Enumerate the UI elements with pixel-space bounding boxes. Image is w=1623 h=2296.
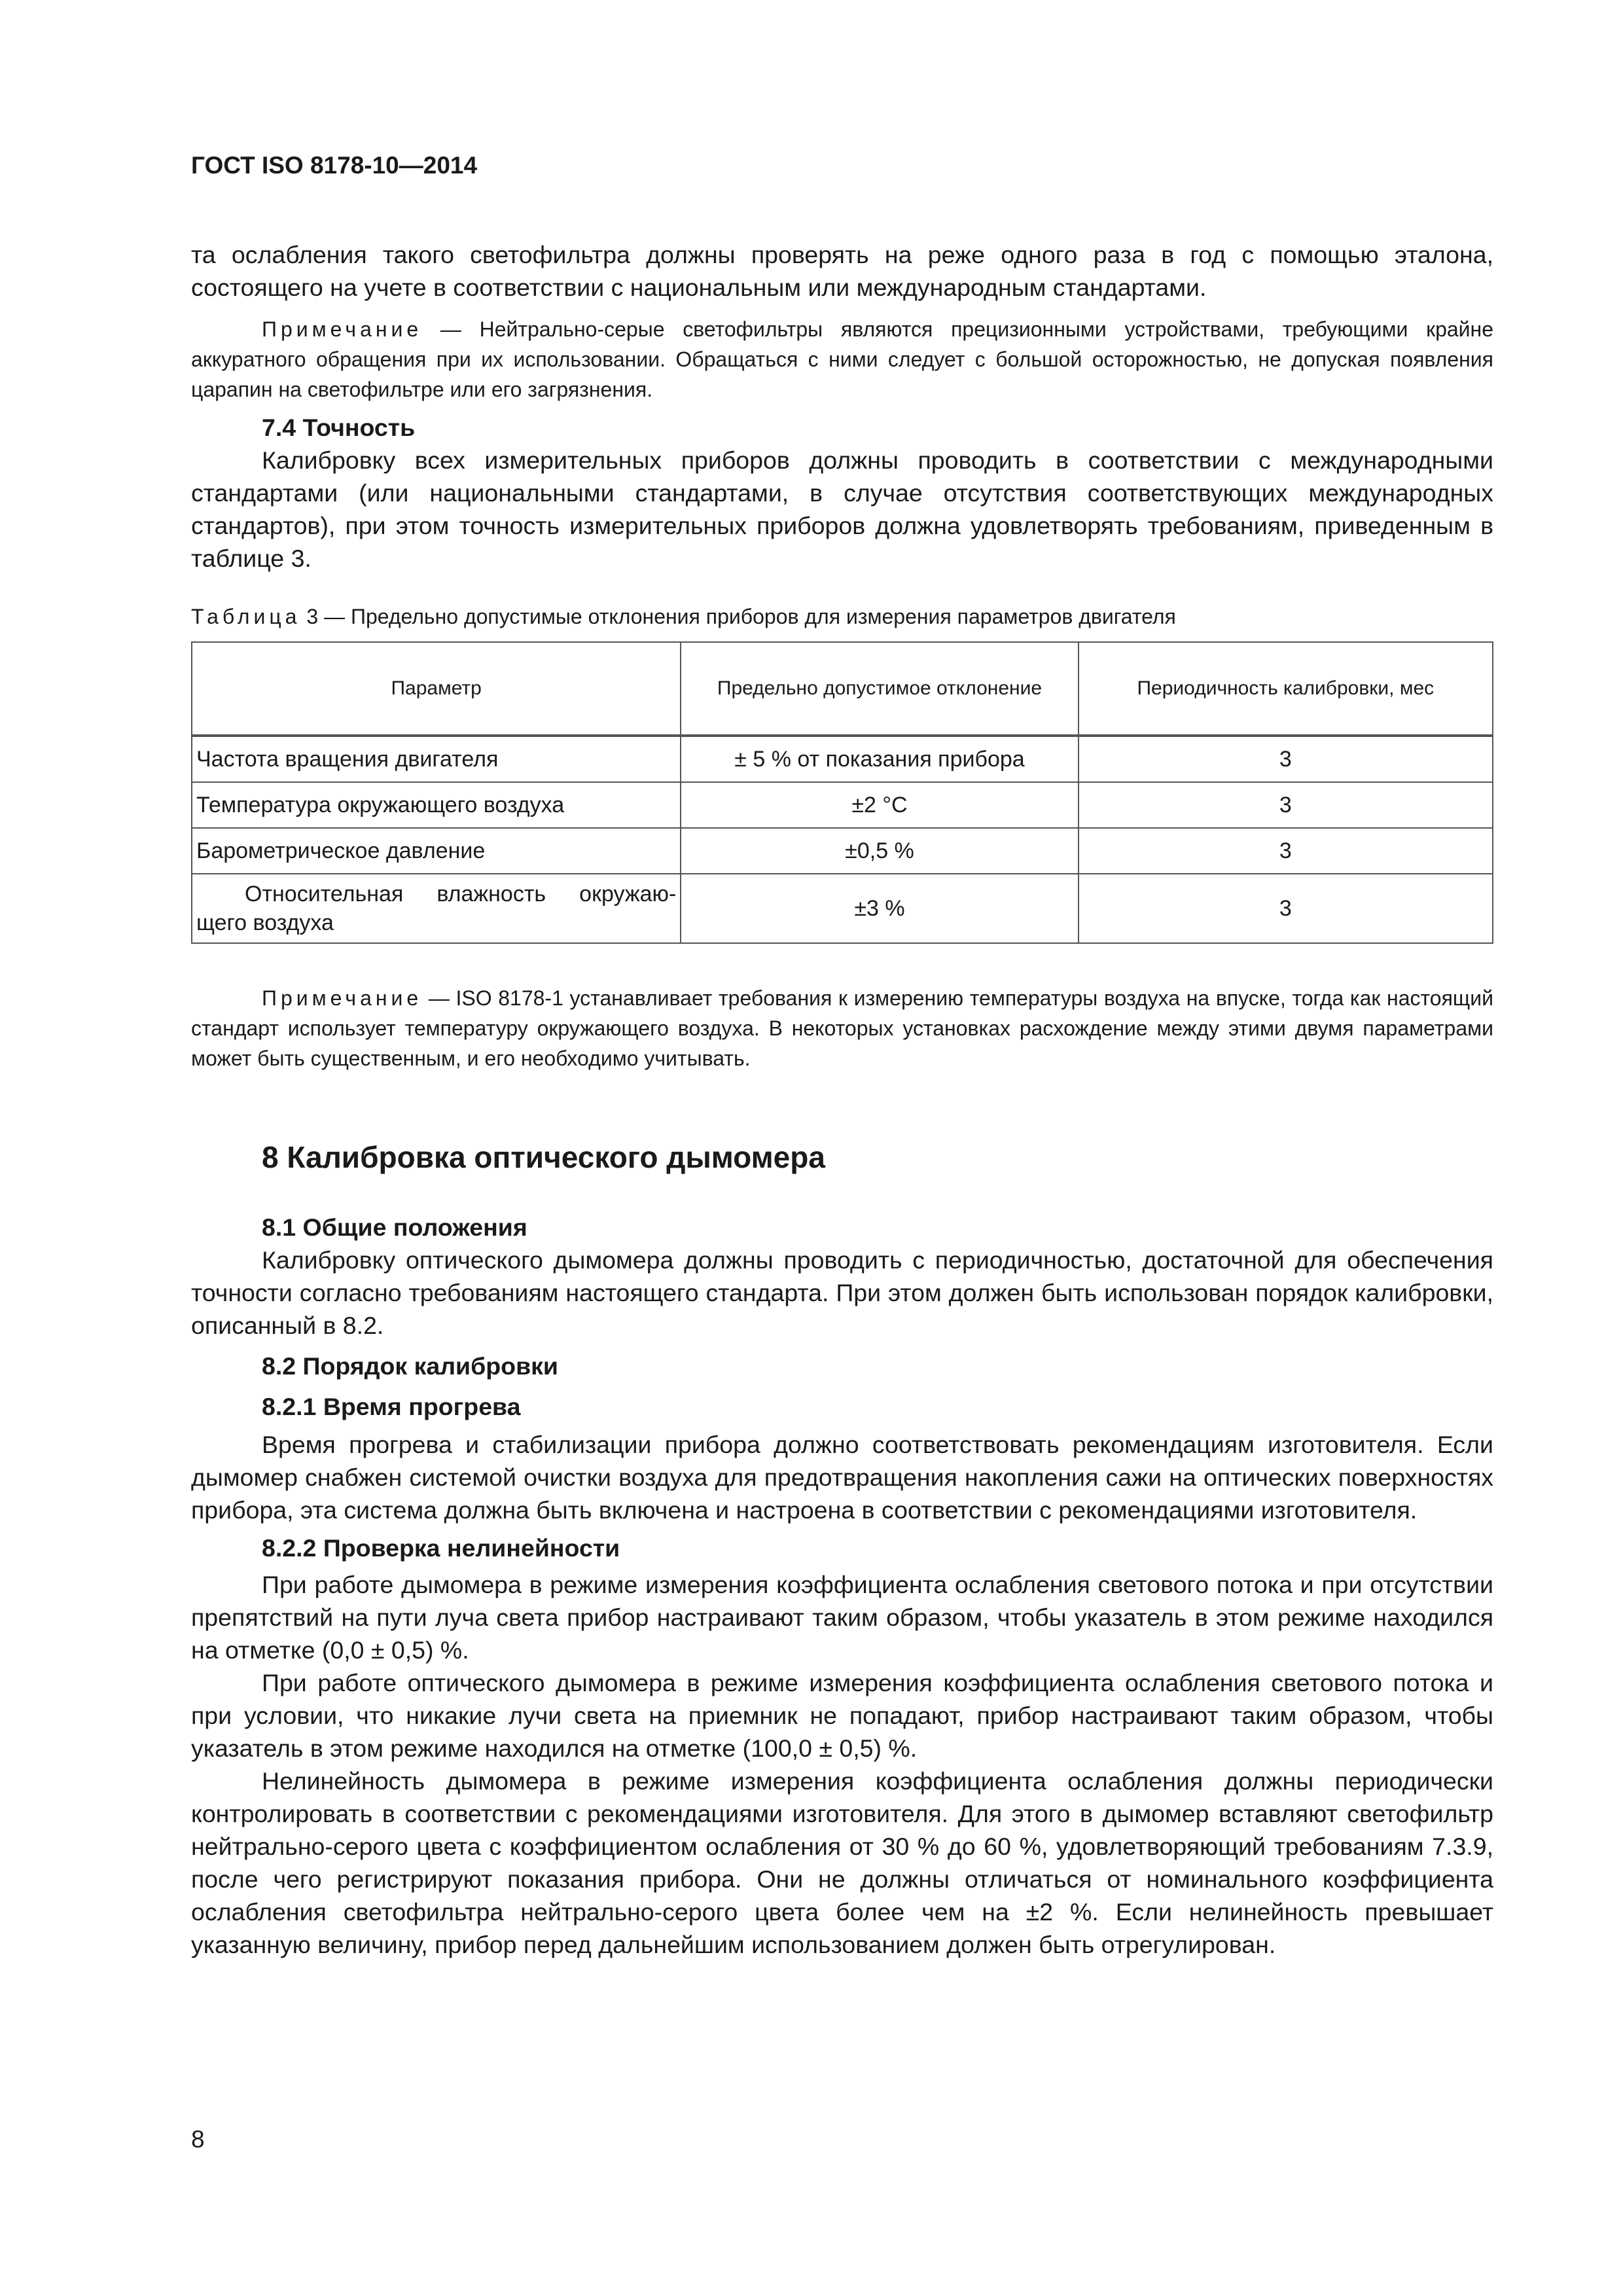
period-cell: 3 [1079, 828, 1493, 874]
note-1-text: — Нейтрально-серые светофильтры являются прецизионными устройствами, требующими крайне аккуратного обращения при их использовании. Обращаться с ними следует с большой осторожностью, не допуская появления царапин на светофильтре или его загрязнения. [191, 317, 1493, 401]
period-cell: 3 [1079, 782, 1493, 828]
note-1 [191, 314, 1493, 404]
column-header-deviation: Предельно допустимое отклонение [681, 642, 1078, 736]
deviation-cell: ±0,5 % [681, 828, 1078, 874]
deviation-cell: ± 5 % от показания прибора [681, 736, 1078, 782]
table-3 [191, 641, 1493, 944]
deviation-cell: ±3 % [681, 874, 1078, 943]
column-header-period: Периодичность калибровки, мес [1079, 642, 1493, 736]
note-2-text: — ISO 8178-1 устанавливает требования к измерению температуры воздуха на впуске, тогда как настоящий стандарт использует температуру окружающего воздуха. В некоторых установках расхождение между этими двумя параметрами может быть существенным, и его необходимо учитывать. [191, 986, 1493, 1070]
table-row [192, 874, 1493, 943]
note-2-label: Примечание [262, 986, 423, 1010]
note-2 [191, 983, 1493, 1073]
section-8-2-2-heading: 8.2.2 Проверка нелинейности [262, 1534, 620, 1562]
section-8-2-heading: 8.2 Порядок калибровки [262, 1352, 558, 1380]
section-7-4-heading: 7.4 Точность [262, 414, 416, 441]
document-header: ГОСТ ISO 8178-10—2014 [191, 152, 478, 179]
section-8-2-2-paragraph-2: При работе оптического дымомера в режиме измерения коэффициента ослабления светового потока и при условии, что никакие лучи света на приемник не попадают, прибор настраивают таким образом, чтобы указатель в этом режиме находился на отметке (100,0 ± 0,5) %. [191, 1669, 1493, 1762]
table-row [192, 782, 1493, 828]
section-8-2-1-heading: 8.2.1 Время прогрева [262, 1393, 521, 1420]
parameter-cell-line-1: Относительная влажность окружаю- [245, 882, 677, 906]
page-content [191, 152, 1493, 1961]
table-row [192, 828, 1493, 874]
period-cell: 3 [1079, 736, 1493, 782]
table-3-caption [191, 602, 1493, 631]
table-3-caption-text: 3 — Предельно допустимые отклонения приборов для измерения параметров двигателя [300, 605, 1176, 628]
page-number: 8 [191, 2126, 205, 2153]
intro-line-1: та ослабления такого светофильтра должны проверять на реже одного раза в год с помощью эталона, [191, 241, 1493, 268]
note-1-label: Примечание [262, 317, 423, 341]
section-8-1-heading: 8.1 Общие положения [262, 1213, 527, 1241]
parameter-cell: Температура окружающего воздуха [192, 782, 681, 828]
section-7-4-text: Калибровку всех измерительных приборов должны проводить в соответствии с международными стандартами (или национальными стандартами, в случае отсутствия соответствующих международных стандартов), при этом точность измерительных приборов должна удовлетворять требованиям, приведенным в таблице 3. [191, 446, 1493, 572]
deviation-cell: ±2 °С [681, 782, 1078, 828]
section-8-heading: 8 Калибровка оптического дымомера [262, 1140, 825, 1174]
intro-line-2: состоящего на учете в соответствии с национальным или международным стандартами. [191, 274, 1207, 301]
table-3-caption-label: Таблица [191, 605, 301, 628]
parameter-cell: Барометрическое давление [192, 828, 681, 874]
column-header-parameter: Параметр [192, 642, 681, 736]
table-header-row [192, 642, 1493, 736]
period-cell: 3 [1079, 874, 1493, 943]
parameter-cell-line-2: щего воздуха [196, 910, 334, 935]
section-8-2-2-paragraph-3: Нелинейность дымомера в режиме измерения коэффициента ослабления должны периодически контролировать в соответствии с рекомендациями изготовителя. Для этого в дымомер вставляют светофильтр нейтрально-серого цвета с коэффициентом ослабления от 30 % до 60 %, удовлетворяющий требованиям 7.3.9, после чего регистрируют показания прибора. Они не должны отличаться от номинального коэффициента ослабления светофильтра нейтрально-серого цвета более чем на ±2 %. Если нелинейность превышает указанную величину, прибор перед дальнейшим использованием должен быть отрегулирован. [191, 1767, 1493, 1958]
parameter-cell: Частота вращения двигателя [192, 736, 681, 782]
section-8-2-1-text: Время прогрева и стабилизации прибора должно соответствовать рекомендациям изготовителя. Если дымомер снабжен системой очистки воздуха для предотвращения накопления сажи на оптических поверхностях прибора, эта система должна быть включена и настроена в соответствии с рекомендациями изготовителя. [191, 1431, 1493, 1524]
table-row [192, 736, 1493, 782]
parameter-cell [192, 874, 681, 943]
section-8-2-2-paragraph-1: При работе дымомера в режиме измерения коэффициента ослабления светового потока и при отсутствии препятствий на пути луча света прибор настраивают таким образом, чтобы указатель в этом режиме находился на отметке (0,0 ± 0,5) %. [191, 1571, 1493, 1664]
section-8-1-text: Калибровку оптического дымомера должны проводить с периодичностью, достаточной для обеспечения точности согласно требованиям настоящего стандарта. При этом должен быть использован порядок калибровки, описанный в 8.2. [191, 1246, 1493, 1339]
